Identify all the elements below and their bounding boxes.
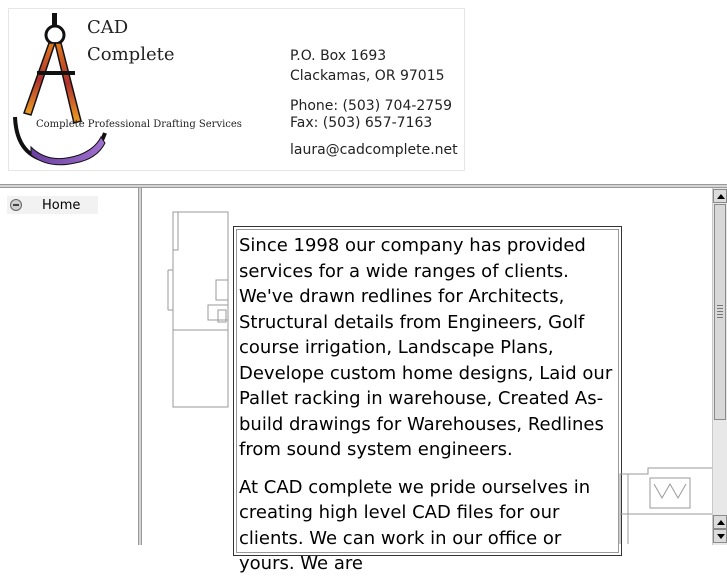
grip-icon bbox=[717, 305, 723, 319]
nav-item-label: Home bbox=[42, 197, 81, 213]
about-paragraph-1: Since 1998 our company has provided services for a wide ranges of clients. We've drawn redlines for Architects, Structural details from Engineers, Golf course irrigation, Landscape Plans, Develope custom home designs, Laid our Pallet racking in warehouse, Created As-build drawings for Warehouses, Redlines from sound system engineers. bbox=[239, 235, 613, 460]
contact-phone: Phone: (503) 704-2759 bbox=[290, 98, 453, 114]
nav-item-home[interactable] bbox=[7, 196, 98, 214]
contact-fax: Fax: (503) 657-7163 bbox=[290, 115, 433, 131]
vertical-scrollbar[interactable] bbox=[712, 188, 727, 545]
minus-circle-icon bbox=[10, 199, 22, 211]
contact-po-box: P.O. Box 1693 bbox=[290, 48, 387, 64]
brand-name-line2: Complete bbox=[87, 44, 175, 65]
floorplan-drawing-right bbox=[618, 464, 712, 545]
arrow-up-icon bbox=[717, 194, 725, 199]
contact-email: laura@cadcomplete.net bbox=[290, 142, 458, 158]
about-paragraph-2: At CAD complete we pride ourselves in creating high level CAD files for our clients. We can work in our office or yours. We are bbox=[239, 476, 591, 574]
about-text-box bbox=[233, 226, 622, 574]
header-frame bbox=[0, 0, 727, 184]
brand-name-line1: CAD bbox=[87, 17, 129, 38]
main-content-frame bbox=[142, 188, 712, 574]
company-banner bbox=[8, 8, 465, 171]
floorplan-drawing bbox=[168, 210, 238, 410]
contact-city: Clackamas, OR 97015 bbox=[290, 68, 445, 84]
arrow-down-icon bbox=[717, 534, 725, 539]
company-tagline: Complete Professional Drafting Services bbox=[36, 119, 242, 130]
scroll-up-button[interactable] bbox=[713, 189, 727, 203]
scroll-down-button[interactable] bbox=[713, 529, 727, 543]
arrow-up-icon bbox=[717, 520, 725, 525]
scrollbar-thumb[interactable] bbox=[714, 204, 726, 420]
scroll-up-button-lower[interactable] bbox=[713, 515, 727, 529]
nav-frame bbox=[0, 188, 138, 545]
